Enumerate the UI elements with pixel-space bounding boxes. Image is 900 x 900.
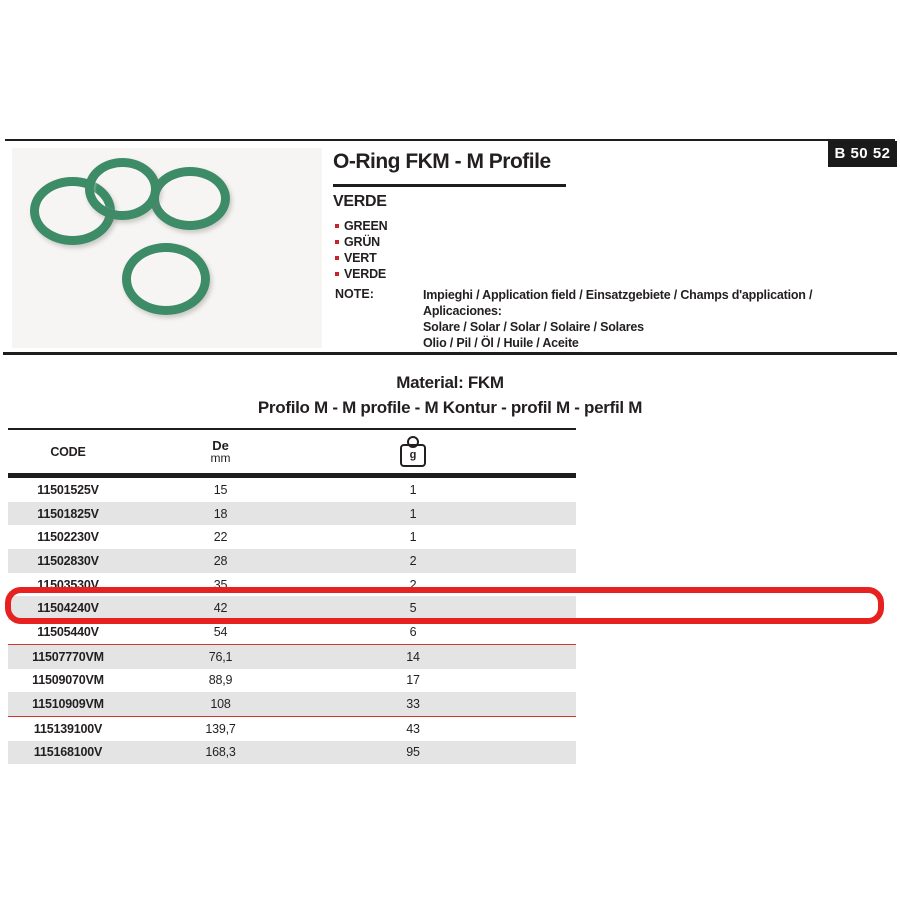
color-name-item (335, 218, 387, 234)
table-row (8, 549, 576, 573)
oring-image-3 (150, 167, 230, 230)
cell-de-value: 22 (213, 530, 228, 545)
cell-code: 11510909VM (32, 697, 104, 712)
table-row (8, 502, 576, 526)
table-row (8, 620, 576, 644)
cell-de-value: 139,7 (205, 721, 236, 736)
cell-code: 11501525V (37, 482, 99, 497)
note-line: Impieghi / Application field / Einsatzgebiete / Champs d'application / (423, 288, 813, 302)
cell-code: 11502230V (37, 530, 99, 545)
color-heading: VERDE (333, 193, 387, 210)
page-title: O-Ring FKM - M Profile (333, 150, 551, 173)
table-row (8, 478, 576, 502)
cell-code: 11505440V (37, 624, 99, 639)
material-line: Material: FKM (396, 373, 504, 392)
cell-code: 11503530V (37, 577, 99, 592)
table-row-highlighted (8, 596, 576, 620)
note-label: NOTE: (335, 287, 374, 301)
cell-weight-value: 14 (406, 649, 420, 664)
color-name-item (335, 266, 387, 282)
cell-weight-value: 95 (406, 745, 420, 760)
color-name-label: GREEN (344, 219, 388, 233)
gram-unit-label: g (409, 449, 417, 461)
title-underline (333, 184, 566, 187)
cell-de-value: 35 (213, 577, 228, 592)
cell-weight-value: 2 (409, 577, 417, 592)
cell-weight-value: 1 (409, 530, 417, 545)
column-header-de (128, 439, 313, 465)
note-line: Olio / Pil / Öl / Huile / Aceite (423, 336, 579, 350)
cell-de-value: 168,3 (205, 745, 236, 760)
cell-de-value: 76,1 (208, 649, 233, 664)
column-header-weight (313, 436, 513, 467)
table-row (8, 644, 576, 669)
color-name-label: GRÜN (344, 235, 381, 249)
cell-weight-value: 17 (406, 673, 420, 688)
weight-icon (400, 444, 426, 467)
table-row (8, 692, 576, 717)
note-section (335, 287, 893, 351)
cell-de-value: 15 (213, 482, 228, 497)
color-name-label: VERT (344, 251, 377, 265)
table-row (8, 573, 576, 597)
cell-de-value: 28 (213, 553, 228, 568)
cell-de-value: 42 (213, 601, 228, 616)
page-code-badge: B 50 52 (828, 141, 897, 167)
table-row (8, 525, 576, 549)
cell-weight-value: 6 (409, 624, 417, 639)
color-name-label: VERDE (344, 267, 387, 281)
cell-code: 11509070VM (32, 673, 104, 688)
material-block (0, 370, 900, 420)
cell-de-value: 54 (213, 624, 228, 639)
color-name-item (335, 234, 387, 250)
cell-weight-value: 33 (406, 697, 420, 712)
cell-code: 115168100V (33, 745, 103, 760)
cell-weight-value: 5 (409, 601, 417, 616)
cell-weight-value: 2 (409, 553, 417, 568)
table-body (8, 478, 576, 764)
column-header-code: CODE (50, 444, 86, 459)
de-label: De (212, 437, 229, 453)
product-table (8, 428, 576, 764)
cell-weight-value: 1 (409, 482, 417, 497)
red-bullet-icon (335, 240, 339, 244)
table-row (8, 717, 576, 741)
oring-image-2 (85, 158, 160, 220)
red-bullet-icon (335, 224, 339, 228)
material-profile-line: Profilo M - M profile - M Kontur - profil M - perfil M (257, 398, 643, 417)
cell-code: 11507770VM (32, 649, 104, 664)
table-header (8, 428, 576, 478)
color-name-list (335, 218, 387, 282)
cell-code: 11502830V (37, 553, 99, 568)
red-bullet-icon (335, 272, 339, 276)
oring-image-4 (122, 243, 210, 315)
cell-de-value: 88,9 (208, 673, 233, 688)
mm-unit-label: mm (210, 450, 231, 465)
cell-code: 11504240V (37, 601, 99, 616)
cell-weight-value: 1 (409, 506, 417, 521)
cell-code: 11501825V (37, 506, 99, 521)
table-row (8, 741, 576, 765)
note-text (423, 287, 893, 351)
table-row (8, 669, 576, 693)
cell-weight-value: 43 (406, 721, 420, 736)
red-bullet-icon (335, 256, 339, 260)
cell-de-value: 108 (210, 697, 231, 712)
note-line: Solare / Solar / Solar / Solaire / Solares (423, 320, 644, 334)
section-divider (3, 352, 897, 355)
color-name-item (335, 250, 387, 266)
product-photo (12, 148, 322, 348)
top-divider (5, 139, 895, 141)
cell-de-value: 18 (213, 506, 228, 521)
cell-code: 115139100V (33, 721, 103, 736)
note-line: Aplicaciones: (423, 304, 502, 318)
